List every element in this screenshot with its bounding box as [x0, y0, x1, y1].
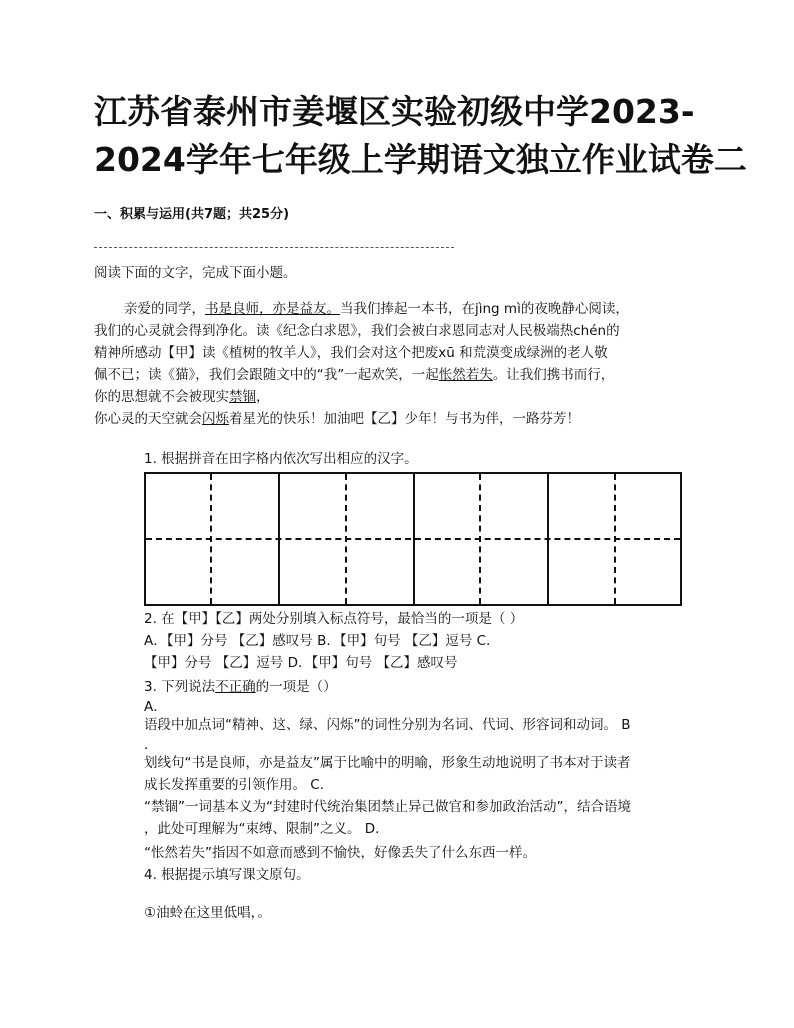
question-3-line: A．: [144, 699, 167, 715]
section-heading: 一、积累与运用(共7题；共25分): [94, 207, 290, 222]
question-4: 4. 根据提示填写课文原句。: [144, 867, 310, 883]
question-3-line: “怅然若失”指因不如意而感到不愉快，好像丢失了什么东西一样。: [144, 845, 536, 861]
dashed-divider: [94, 247, 454, 248]
question-3-c: 的一项是（）: [255, 679, 337, 695]
question-3-line: 划线句“书是良师，亦是益友”属于比喻中的明喻，形象生动地说明了书本对于读者: [144, 755, 631, 771]
passage-line-4c: 。让我们携书而行，: [492, 367, 615, 383]
title-line-2: 2024学年七年级上学期语文独立作业试卷二: [94, 140, 747, 179]
passage-line-4a: 佩不已；读《猫》，我们会跟随文中的“我”一起欢笑，一起: [94, 367, 439, 383]
underlined-sentence: 书是良师，亦是益友。: [205, 301, 340, 317]
passage-line-5a: 你的思想就不会被现实: [94, 389, 229, 405]
question-3-line: 语段中加点词“精神、这、绿、闪烁”的词性分别为名词、代词、形容词和动词。 B: [144, 717, 631, 733]
question-2-options-line-2: 【甲】分号 【乙】逗号 D．【甲】句号 【乙】感叹号: [144, 655, 458, 671]
underlined-word-shanshuo: 闪烁: [202, 411, 229, 427]
passage-line-1: [124, 298, 629, 320]
passage-line-6a: 你心灵的天空就会: [94, 411, 202, 427]
passage-line-4: [94, 364, 614, 386]
question-3-line: ，此处可理解为“束缚、限制”之义。 D．: [144, 821, 389, 837]
underlined-word-changran: 怅然若失: [438, 367, 493, 383]
question-1: 1. 根据拼音在田字格内依次写出相应的汉字。: [144, 451, 418, 467]
passage-line-6: [94, 408, 580, 430]
passage-line-5c: ，: [256, 389, 270, 405]
document-title: [94, 88, 747, 184]
tianzige-grid[interactable]: [144, 472, 682, 606]
passage-line-1a: 亲爱的同学，: [124, 301, 205, 317]
passage-line-6c: 着星光的快乐！加油吧【乙】少年！与书为伴，一路芬芳！: [229, 411, 580, 427]
grid-guide-dash-horizontal: [146, 538, 680, 540]
question-3-line: “禁锢”一词基本义为“封建时代统治集团禁止异己做官和参加政治活动”，结合语境: [144, 799, 631, 815]
question-2-options-line-1: A．【甲】分号 【乙】感叹号 B．【甲】句号 【乙】逗号 C．: [144, 633, 500, 649]
question-3-a: 3. 下列说法: [144, 679, 216, 695]
underlined-bu-zhengque: 不正确: [215, 679, 256, 695]
passage-line-5: [94, 386, 270, 408]
question-3: [144, 676, 337, 698]
passage-intro: 阅读下面的文字，完成下面小题。: [94, 265, 297, 281]
passage-line-2: 我们的心灵就会得到净化。读《纪念白求恩》，我们会被白求恩同志对人民极端热chén的: [94, 323, 620, 339]
title-line-1: 江苏省泰州市姜堰区实验初级中学2023-: [94, 92, 695, 131]
question-2: 2. 在【甲】【乙】两处分别填入标点符号，最恰当的一项是（ ）: [144, 611, 524, 627]
question-3-line: 成长发挥重要的引领作用。 C．: [144, 777, 334, 793]
passage-line-3: 精神所感动【甲】读《植树的牧羊人》，我们会对这个把废xū 和荒漠变成绿洲的老人敬: [94, 345, 608, 361]
passage-line-1c: 当我们捧起一本书，在jìng mì的夜晚静心阅读，: [340, 301, 629, 317]
underlined-word-jingu: 禁锢: [229, 389, 256, 405]
question-4-item-1: ①油蛉在这里低唱，。: [144, 905, 271, 921]
question-3-line: ．: [144, 737, 158, 753]
